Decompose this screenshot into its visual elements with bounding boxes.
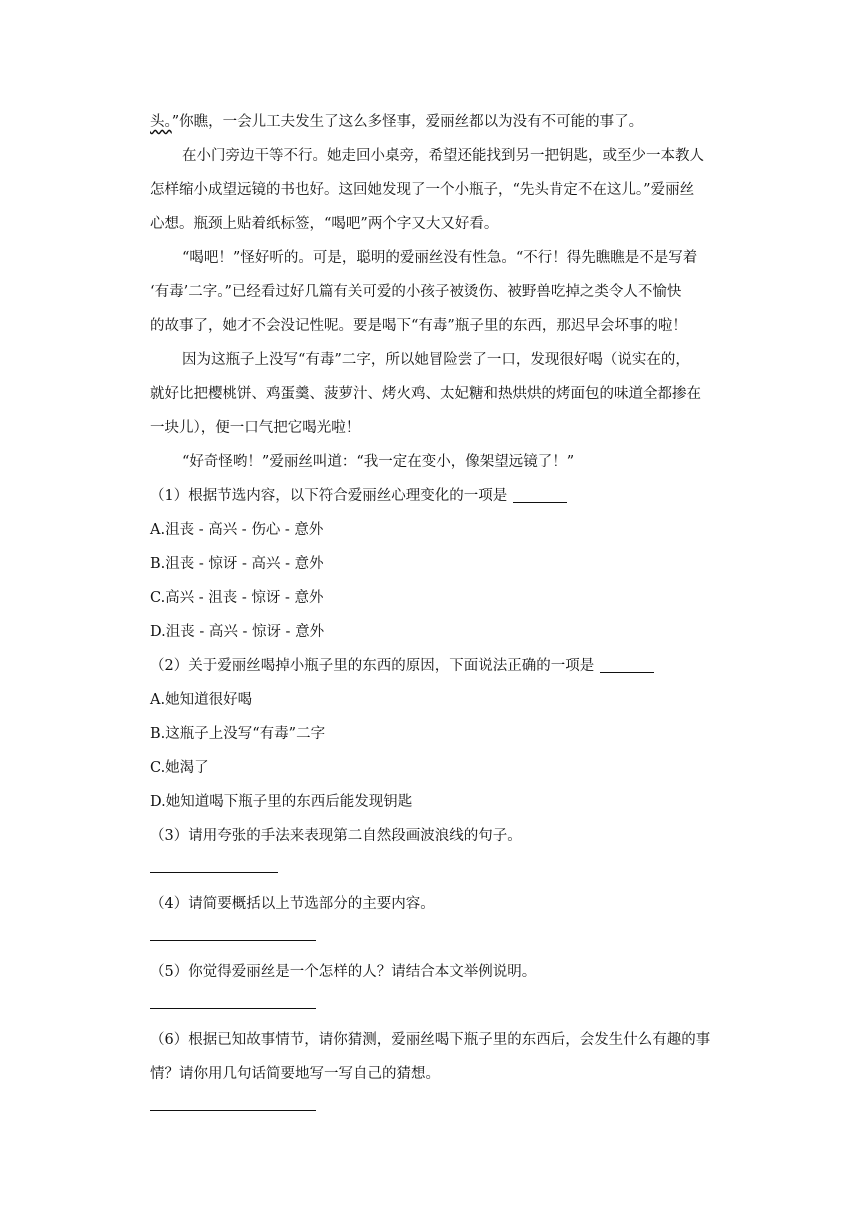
option-b[interactable]: B.这瓶子上没写“有毒”二字 <box>150 726 326 742</box>
option-c[interactable]: C.她渴了 <box>150 760 209 776</box>
question-stem: （4）请简要概括以上节选部分的主要内容。 <box>150 896 435 912</box>
answer-line[interactable] <box>150 992 740 1026</box>
question-stem <box>150 652 740 686</box>
answer-line[interactable] <box>150 856 740 890</box>
paragraph-line: 心想。瓶颈上贴着纸标签，“喝吧”两个字又大又好看。 <box>150 216 499 232</box>
paragraph-text: ”你瞧，一会儿工夫发生了这么多怪事，爱丽丝都以为没有不可能的事了。 <box>171 114 644 130</box>
paragraph-line: 一块儿），便一口气把它喝光啦！ <box>150 420 361 436</box>
question-stem <box>150 482 740 516</box>
question-1 <box>150 482 740 652</box>
passage-paragraph-2 <box>150 142 740 244</box>
question-4 <box>150 890 740 958</box>
question-stem: （3）请用夸张的手法来表现第二自然段画波浪线的句子。 <box>150 828 522 844</box>
answer-line[interactable] <box>150 924 740 958</box>
answer-blank[interactable] <box>600 656 654 673</box>
question-stem-text: （2）关于爱丽丝喝掉小瓶子里的东西的原因，下面说法正确的一项是 <box>150 658 595 674</box>
option-a[interactable]: A.她知道很好喝 <box>150 692 253 708</box>
question-stem-line: （6）根据已知故事情节，请你猜测，爱丽丝喝下瓶子里的东西后，会发生什么有趣的事 <box>150 1032 711 1048</box>
passage-paragraph-4 <box>150 346 740 448</box>
option-b[interactable]: B.沮丧 - 惊讶 - 高兴 - 意外 <box>150 556 324 572</box>
passage-paragraph-3 <box>150 244 740 346</box>
answer-line[interactable] <box>150 1094 740 1128</box>
passage-paragraph-5: “好奇怪哟！”爱丽丝叫道：“我一定在变小，像架望远镜了！” <box>182 454 575 470</box>
paragraph-line: 的故事了，她才不会没记性呢。要是喝下“有毒”瓶子里的东西，那迟早会坏事的啦！ <box>150 318 687 334</box>
question-stem: （5）你觉得爱丽丝是一个怎样的人？请结合本文举例说明。 <box>150 964 537 980</box>
paragraph-line: ‘有毒’二字。”已经看过好几篇有关可爱的小孩子被烫伤、被野兽吃掉之类令人不愉快 <box>150 284 682 300</box>
paragraph-line: 在小门旁边干等不行。她走回小桌旁，希望还能找到另一把钥匙，或至少一本教人 <box>182 148 704 164</box>
option-a[interactable]: A.沮丧 - 高兴 - 伤心 - 意外 <box>150 522 324 538</box>
option-d[interactable]: D.她知道喝下瓶子里的东西后能发现钥匙 <box>150 794 413 810</box>
question-6 <box>150 1026 740 1128</box>
question-stem-line: 情？请你用几句话简要地写一写自己的猜想。 <box>150 1066 440 1082</box>
option-d[interactable]: D.沮丧 - 高兴 - 惊讶 - 意外 <box>150 624 325 640</box>
paragraph-line: “喝吧！”怪好听的。可是，聪明的爱丽丝没有性急。“不行！得先瞧瞧是不是写着 <box>182 250 698 266</box>
answer-blank[interactable] <box>513 486 567 503</box>
question-2 <box>150 652 740 822</box>
paragraph-line: 因为这瓶子上没写“有毒”二字，所以她冒险尝了一口，发现很好喝（说实在的， <box>182 352 690 368</box>
document-body <box>150 108 740 1128</box>
question-stem-text: （1）根据节选内容，以下符合爱丽丝心理变化的一项是 <box>150 488 508 504</box>
paragraph-line: 怎样缩小成望远镜的书也好。这回她发现了一个小瓶子，“先头肯定不在这儿。”爱丽丝 <box>150 182 695 198</box>
option-c[interactable]: C.高兴 - 沮丧 - 惊讶 - 意外 <box>150 590 324 606</box>
wavy-underlined-sentence: 头。 <box>150 114 172 130</box>
question-3 <box>150 822 740 890</box>
question-5 <box>150 958 740 1026</box>
paragraph-line: 就好比把樱桃饼、鸡蛋羹、菠萝汁、烤火鸡、太妃糖和热烘烘的烤面包的味道全都掺在 <box>150 386 701 402</box>
passage-paragraph-1 <box>150 108 740 142</box>
